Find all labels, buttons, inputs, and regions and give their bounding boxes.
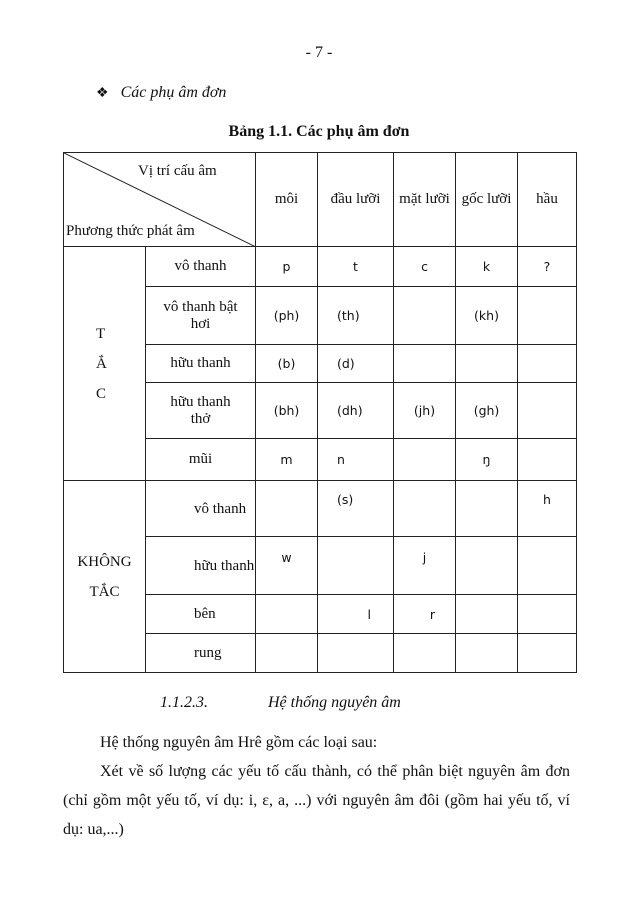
table-cell: (dh)	[318, 383, 394, 439]
section-bullet-text: Các phụ âm đơn	[120, 84, 227, 101]
table-cell	[394, 634, 456, 673]
table-cell	[456, 634, 518, 673]
group-label-khong-tac: KHÔNG TẮC	[64, 481, 146, 673]
group-label-letter: T	[96, 325, 106, 342]
table-cell	[256, 595, 318, 634]
group-label-letter: Ắ	[96, 355, 107, 372]
table-cell: k	[456, 247, 518, 287]
table-cell: r	[394, 595, 456, 634]
table-cell: m	[256, 439, 318, 481]
table-cell: h	[518, 481, 577, 537]
table-cell	[318, 537, 394, 595]
group-label-letter: C	[96, 385, 107, 402]
sub-heading-title: Hệ thống nguyên âm	[268, 694, 401, 711]
table-cell: (jh)	[394, 383, 456, 439]
table-cell: (s)	[318, 481, 394, 537]
table-cell	[518, 287, 577, 345]
table-cell: (gh)	[456, 383, 518, 439]
sub-heading	[160, 694, 401, 712]
row-label: mũi	[146, 439, 256, 481]
table-cell: (d)	[318, 345, 394, 383]
table-cell: c	[394, 247, 456, 287]
row-label: rung	[146, 634, 256, 673]
table-cell: (b)	[256, 345, 318, 383]
column-header: mặt lưỡi	[394, 153, 456, 247]
section-bullet	[96, 84, 226, 102]
table-cell: ?	[518, 247, 577, 287]
table-cell	[456, 537, 518, 595]
table-cell	[518, 383, 577, 439]
row-label: vô thanh	[146, 247, 256, 287]
table-cell	[518, 537, 577, 595]
paragraph: Hệ thống nguyên âm Hrê gồm các loại sau:	[100, 734, 378, 751]
table-cell: (th)	[318, 287, 394, 345]
table-cell: j	[394, 537, 456, 595]
table-cell	[456, 481, 518, 537]
table-cell	[518, 345, 577, 383]
table-cell	[318, 634, 394, 673]
row-label: hữu thanh	[146, 345, 256, 383]
table-cell: n	[318, 439, 394, 481]
table-cell	[394, 287, 456, 345]
table-caption: Bảng 1.1. Các phụ âm đơn	[228, 123, 410, 140]
table-cell	[394, 481, 456, 537]
table-cell: (bh)	[256, 383, 318, 439]
consonant-table	[63, 152, 577, 673]
table-cell	[456, 345, 518, 383]
row-label: vô thanh	[146, 481, 256, 537]
table-cell: (kh)	[456, 287, 518, 345]
column-header: môi	[256, 153, 318, 247]
row-label: hữu thanh	[146, 537, 256, 595]
diamond-bullet-icon: ❖	[96, 86, 109, 101]
row-label: bên	[146, 595, 256, 634]
table-cell	[518, 439, 577, 481]
corner-header-cell	[64, 153, 256, 247]
table-cell	[256, 634, 318, 673]
table-cell	[456, 595, 518, 634]
column-header: gốc lưỡi	[456, 153, 518, 247]
paragraph: Xét về số lượng các yếu tố cấu thành, có thể phân biệt nguyên âm đơn (chỉ gồm một yếu tố, ví dụ: i, ɛ, a, ...) với nguyên âm đôi (gồm hai yếu tố, ví dụ: ua,...)	[63, 763, 570, 838]
sub-heading-number: 1.1.2.3.	[160, 694, 208, 711]
table-cell	[518, 634, 577, 673]
row-label: hữu thanh thở	[146, 383, 256, 439]
table-cell: p	[256, 247, 318, 287]
row-label: vô thanh bật hơi	[146, 287, 256, 345]
table-cell	[256, 481, 318, 537]
table-cell: (ph)	[256, 287, 318, 345]
column-header: đầu lưỡi	[318, 153, 394, 247]
table-row	[64, 481, 577, 537]
table-row	[64, 247, 577, 287]
corner-bottom-label: Phương thức phát âm	[66, 223, 195, 239]
column-header: hầu	[518, 153, 577, 247]
table-cell: t	[318, 247, 394, 287]
header-row	[64, 153, 577, 247]
table-cell: ŋ	[456, 439, 518, 481]
table-cell	[394, 345, 456, 383]
table-cell: l	[318, 595, 394, 634]
table-cell	[394, 439, 456, 481]
table-cell	[518, 595, 577, 634]
page-number: - 7 -	[305, 44, 333, 61]
group-label-tac	[64, 247, 146, 481]
corner-top-label: Vị trí cấu âm	[138, 163, 217, 179]
table-cell: w	[256, 537, 318, 595]
